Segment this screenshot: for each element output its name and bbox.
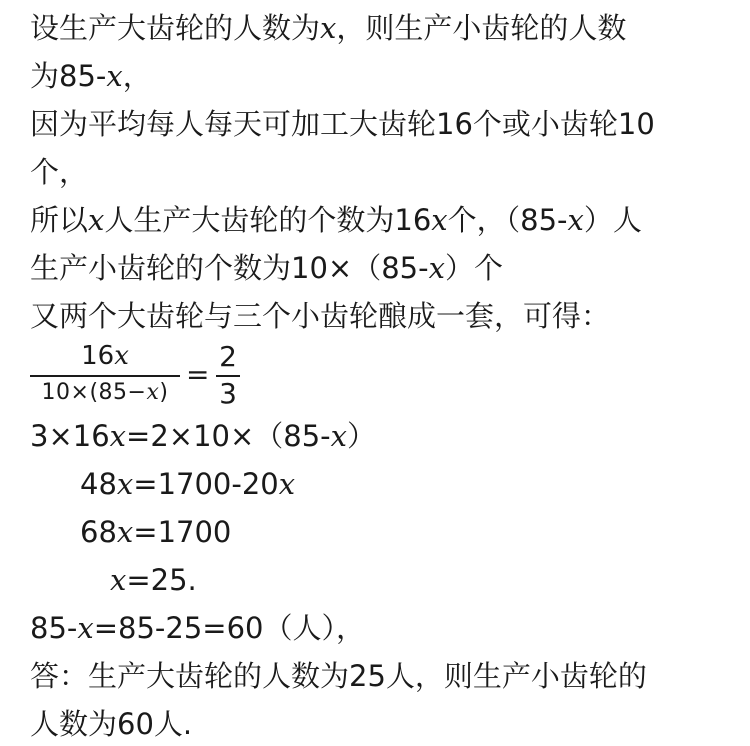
variable: x: [88, 203, 105, 237]
step-line-4: [110, 560, 197, 600]
variable: x: [146, 380, 160, 405]
text: ): [159, 380, 169, 405]
variable: x: [278, 467, 296, 501]
step-line-1: [30, 416, 376, 456]
fraction-equation: [30, 342, 240, 410]
variable: x: [77, 611, 94, 645]
text: 48: [80, 467, 117, 501]
rhs-numerator: 2: [219, 340, 237, 373]
text: =1700-20: [133, 467, 279, 501]
text-line-5: [30, 200, 642, 240]
text: 10×(85−: [41, 380, 147, 405]
text-line-6: [30, 248, 503, 288]
text-line-7: 又两个大齿轮与三个小齿轮酿成一套，可得：: [30, 299, 611, 333]
text: =1700: [133, 515, 232, 549]
text-line-1: [30, 8, 626, 48]
text: =2×10×（85-: [126, 419, 331, 453]
variable: x: [116, 467, 134, 501]
fraction-bar: [30, 375, 180, 377]
variable: x: [431, 203, 448, 237]
rhs-denominator: 3: [219, 377, 237, 410]
variable: x: [114, 341, 129, 371]
text: =25.: [126, 563, 197, 597]
fraction-numerator: [30, 342, 180, 370]
text: 为85-: [30, 59, 107, 93]
variable: x: [106, 59, 123, 93]
text: 个，（85-: [447, 203, 568, 237]
text: 3×16: [30, 419, 110, 453]
variable: x: [330, 419, 347, 453]
text: 68: [80, 515, 117, 549]
text-line-2: [30, 56, 152, 96]
step-line-3: [80, 512, 231, 552]
answer-line-1: 答：生产大齿轮的人数为25人，则生产小齿轮的: [30, 659, 647, 693]
step-line-5: [30, 608, 365, 648]
variable: x: [109, 419, 127, 453]
variable: x: [428, 251, 445, 285]
fraction-denominator: [30, 379, 180, 407]
variable: x: [567, 203, 584, 237]
equals-sign: =: [186, 358, 210, 391]
text: ）: [347, 419, 377, 453]
text: 生产小齿轮的个数为10×（85-: [30, 251, 429, 285]
text: ）人: [583, 203, 642, 237]
text: =85-25=60（人），: [93, 611, 366, 645]
text-line-4: 个，: [30, 155, 89, 189]
text: ，: [122, 59, 152, 93]
answer-line-2: 人数为60人.: [30, 707, 193, 741]
text: 人生产大齿轮的个数为16: [104, 203, 432, 237]
step-line-2: [80, 464, 295, 504]
text: 所以: [30, 203, 89, 237]
text: 85-: [30, 611, 78, 645]
text: 16: [81, 341, 115, 371]
text: ，则生产小齿轮的人数: [336, 11, 627, 45]
text: ）个: [444, 251, 503, 285]
variable: x: [320, 11, 337, 45]
text: 设生产大齿轮的人数为: [30, 11, 321, 45]
variable: x: [116, 515, 134, 549]
text-line-3: 因为平均每人每天可加工大齿轮16个或小齿轮10: [30, 107, 655, 141]
variable: x: [110, 563, 127, 597]
